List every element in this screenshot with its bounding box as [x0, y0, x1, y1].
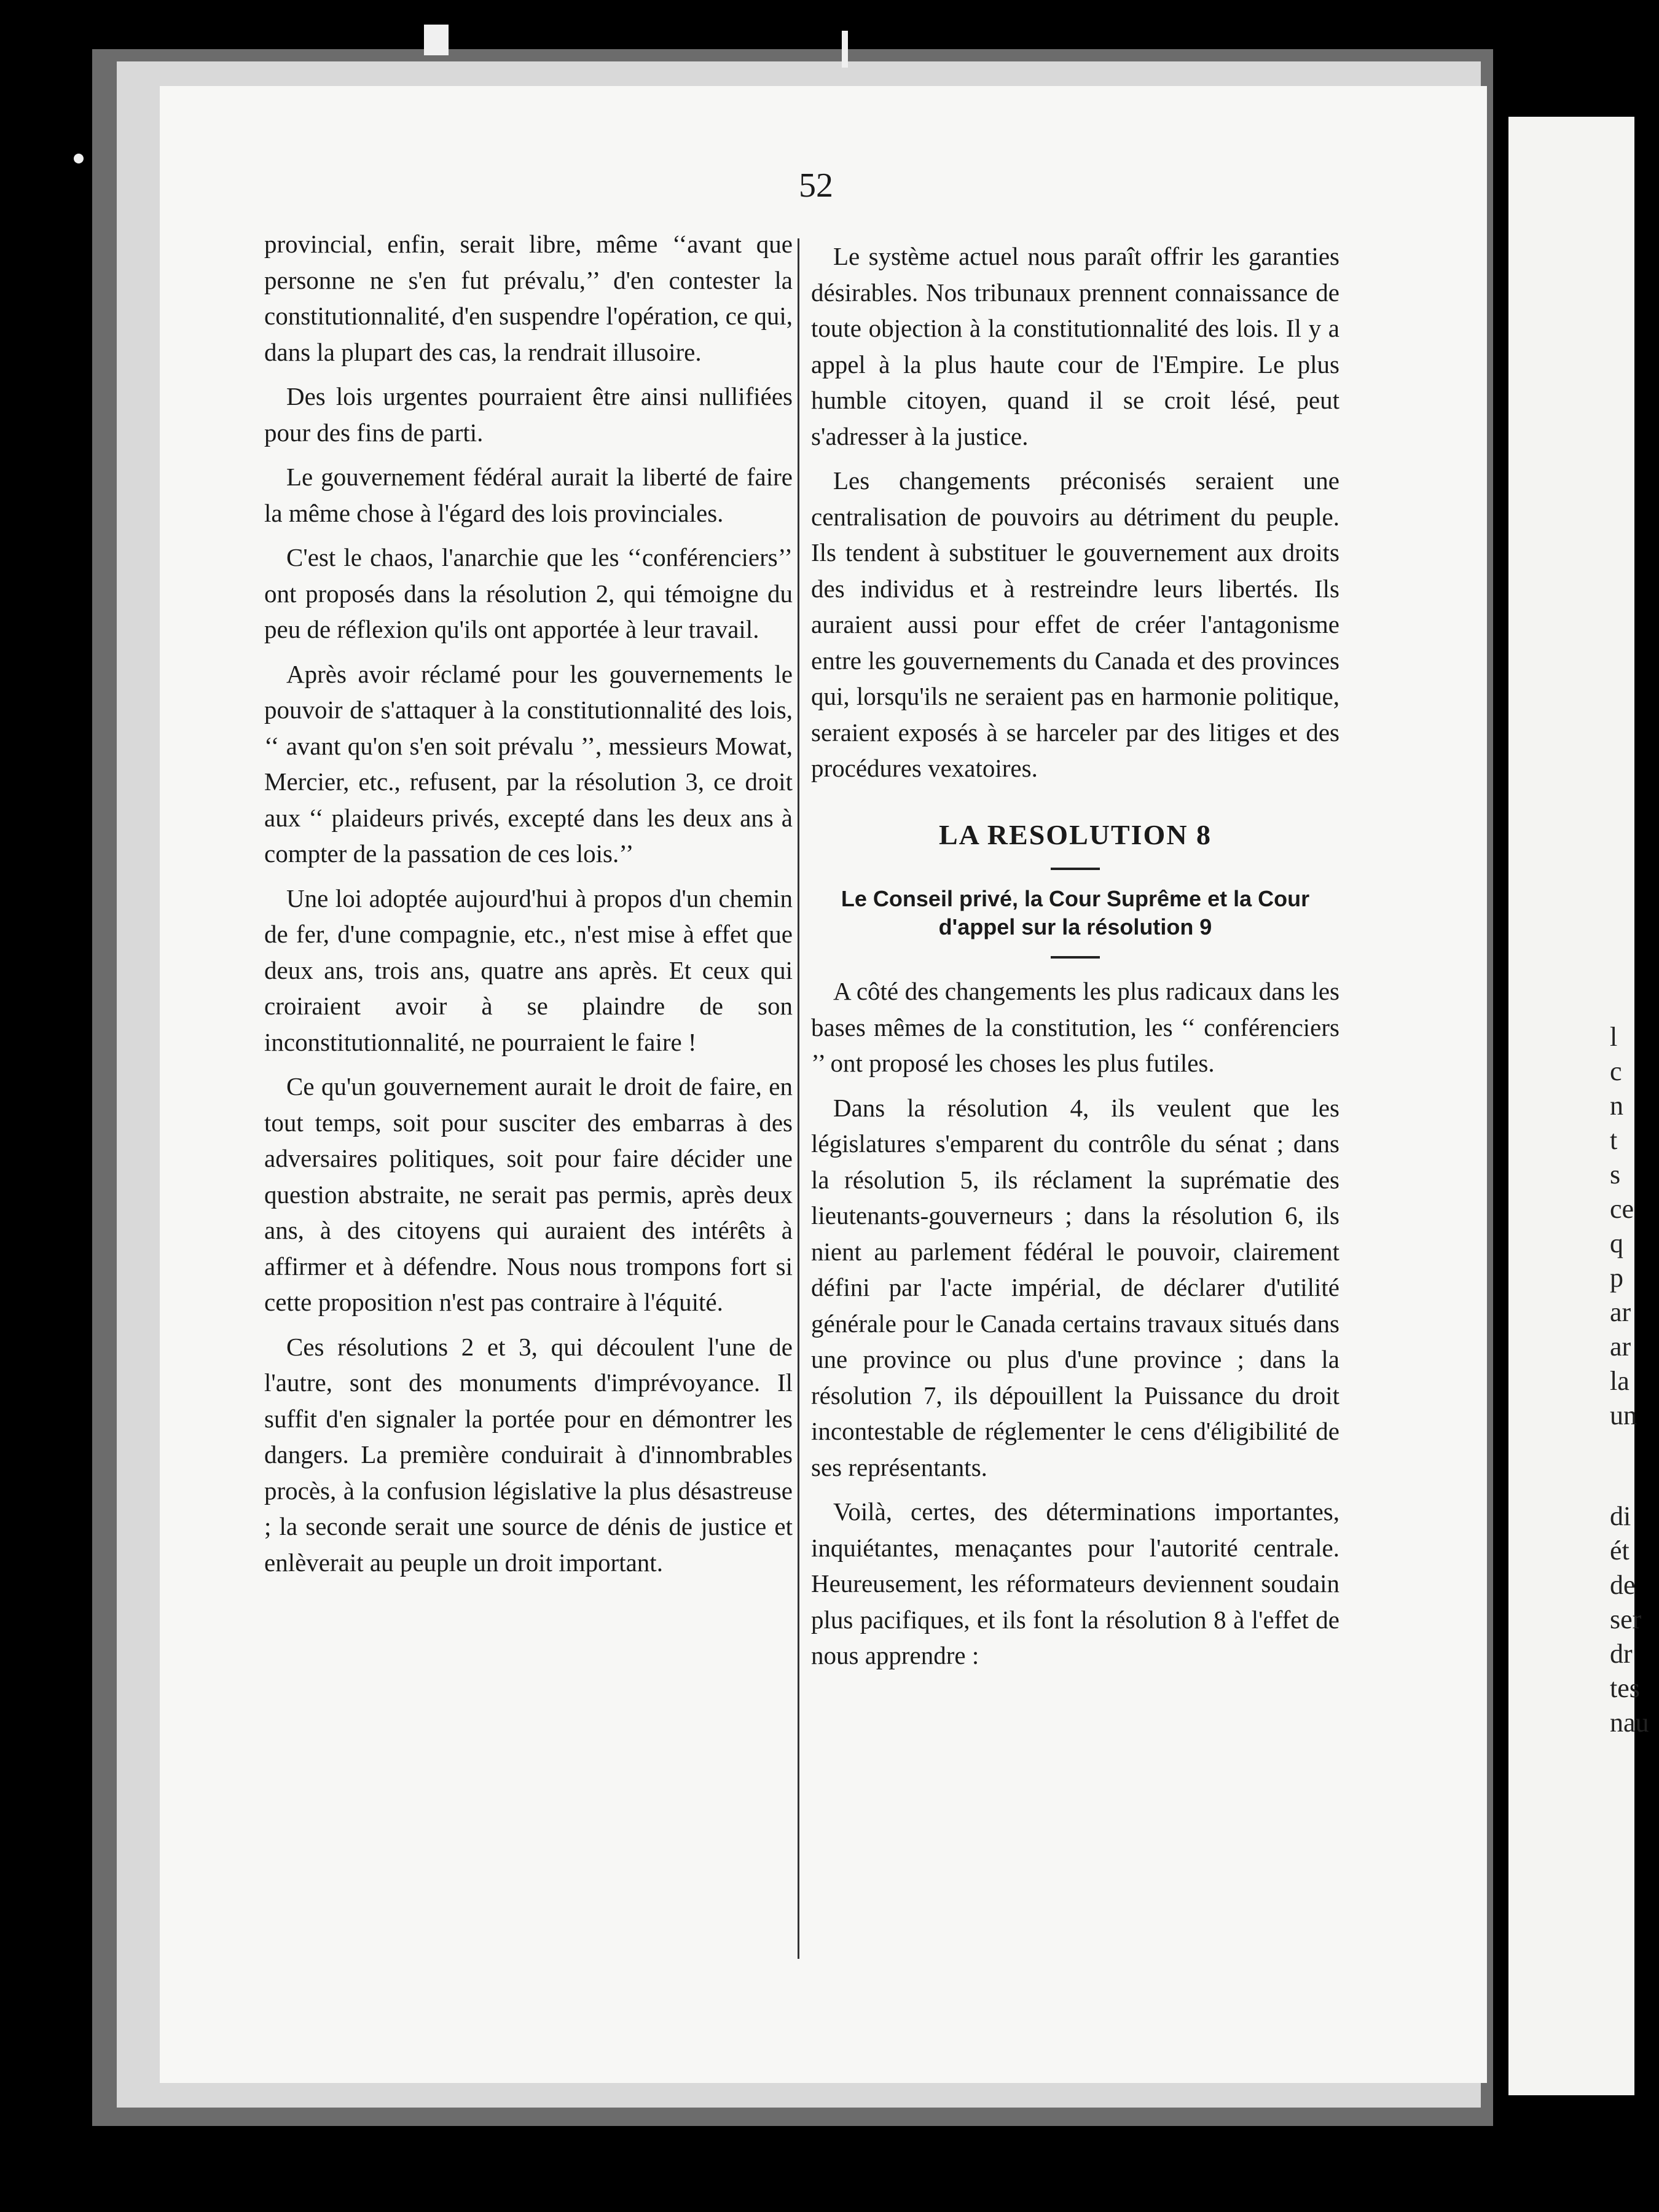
scan-speck — [842, 31, 848, 68]
right-column — [811, 238, 1339, 1674]
adjacent-fragment: dr — [1610, 1639, 1633, 1669]
adjacent-fragment: q — [1610, 1228, 1623, 1258]
adjacent-fragment: p — [1610, 1263, 1623, 1293]
scan-speck — [74, 154, 84, 163]
adjacent-fragment: di — [1610, 1501, 1631, 1531]
paragraph: Une loi adoptée aujourd'hui à propos d'un chemin de fer, d'une compagnie, etc., n'est mise à effet que deux ans, trois ans, quatre ans après. Et ceux qui croiraient avoir à se plaindre de son inconstitutionnalité, ne pourraient le faire ! — [264, 884, 793, 1056]
adjacent-fragment: un — [1610, 1400, 1637, 1430]
adjacent-fragment: ce — [1610, 1194, 1634, 1224]
paragraph: Le gouvernement fédéral aurait la liberté de faire la même chose à l'égard des lois provinciales. — [264, 463, 793, 527]
adjacent-fragment: t — [1610, 1125, 1618, 1155]
column-divider — [798, 238, 799, 1959]
heading-rule — [1051, 868, 1100, 870]
paragraph: Après avoir réclamé pour les gouvernements le pouvoir de s'attaquer à la constitutionnalité des lois, ‘‘ avant qu'on s'en soit prévalu ’’, messieurs Mowat, Mercier, etc., refusent, par la résolution 3, ce droit aux ‘‘ plaideurs privés, excepté dans les deux ans à compter de la passation de ces lois.’’ — [264, 659, 793, 868]
paragraph: Les changements préconisés seraient une centralisation de pouvoirs au détriment du peuple. Ils tendent à substituer le gouvernement aux droits des individus et à restreindre leurs libertés. Ils auraient aussi pour effet de créer l'antagonisme entre les gouvernements du Canada et des provinces qui, lorsqu'ils ne seraient pas en harmonie politique, seraient exposés à se harceler par des litiges et des procédures vexatoires. — [811, 466, 1339, 782]
adjacent-fragment: ar — [1610, 1297, 1631, 1327]
scan-speck — [424, 25, 449, 55]
paragraph: Ces résolutions 2 et 3, qui découlent l'une de l'autre, sont des monuments d'imprévoyance. Il suffit d'en signaler la portée pour en démontrer les dangers. La première conduirait à d'innombrables procès, à la confusion législative la plus désastreuse ; la seconde serait une source de dénis de justice et enlèverait au peuple un droit important. — [264, 1332, 793, 1577]
left-column — [264, 226, 793, 1580]
adjacent-page-strip — [1508, 117, 1649, 2095]
subheading-rule — [1051, 956, 1100, 959]
adjacent-fragment: ser — [1610, 1604, 1642, 1634]
paragraph: Ce qu'un gouvernement aurait le droit de faire, en tout temps, soit pour susciter des embarras à des adversaires politiques, soit pour faire décider une question abstraite, ne serait pas permis, après deux ans, à des citoyens qui auraient des intérêts à affirmer et à défendre. Nous nous trompons fort si cette proposition n'est pas contraire à l'équité. — [264, 1072, 793, 1316]
paragraph: Dans la résolution 4, ils veulent que les législatures s'emparent du contrôle du sénat ; dans la résolution 5, ils réclament la suprématie des lieutenants-gouverneurs ; dans la résolution 6, ils nient au parlement fédéral le pouvoir, clairement défini par l'acte impérial, de déclarer d'utilité générale pour le Canada certains travaux situés dans une province ou plus d'une province ; dans la résolution 7, ils dépouillent la Puissance du droit incontestable de réglementer le cens d'éligibilité de ses représentants. — [811, 1093, 1339, 1481]
adjacent-fragment: ét — [1610, 1535, 1630, 1566]
adjacent-fragment: la — [1610, 1366, 1630, 1396]
paragraph: C'est le chaos, l'anarchie que les ‘‘conférenciers’’ ont proposés dans la résolution 2, qui témoigne du peu de réflexion qu'ils ont apportée à leur travail. — [264, 543, 793, 643]
section-heading: LA RESOLUTION 8 — [938, 818, 1212, 850]
adjacent-fragment: ar — [1610, 1332, 1631, 1362]
adjacent-fragment: n — [1610, 1091, 1623, 1121]
paragraph: provincial, enfin, serait libre, même ‘‘avant que personne ne s'en fut prévalu,’’ d'en contester la constitutionnalité, d'en suspendre l'opération, ce qui, dans la plupart des cas, la rendrait illusoire. — [264, 230, 793, 366]
adjacent-fragment: s — [1610, 1159, 1621, 1190]
page-number: 52 — [799, 167, 833, 205]
adjacent-fragment: l — [1610, 1022, 1618, 1052]
section-subheading: Le Conseil privé, la Cour Suprême et la Cour d'appel sur la résolution 9 — [841, 886, 1310, 939]
paragraph: A côté des changements les plus radicaux dans les bases mêmes de la constitution, les ‘‘ conférenciers ’’ ont proposé les choses les plus futiles. — [811, 977, 1339, 1077]
adjacent-fragment: nau — [1610, 1708, 1649, 1738]
adjacent-fragment: c — [1610, 1056, 1622, 1086]
adjacent-fragment: tes — [1610, 1673, 1640, 1703]
paragraph: Le système actuel nous paraît offrir les garanties désirables. Nos tribunaux prennent connaissance de toute objection à la constitutionnalité des lois. Il y a appel à la plus haute cour de l'Empire. Le plus humble citoyen, quand il se croit lésé, peut s'adresser à la justice. — [811, 242, 1339, 450]
paragraph: Voilà, certes, des déterminations importantes, inquiétantes, menaçantes pour l'autorité centrale. Heureusement, les réformateurs deviennent soudain plus pacifiques, et ils font la résolution 8 à l'effet de nous apprendre : — [811, 1497, 1339, 1669]
adjacent-fragment: de — [1610, 1570, 1636, 1600]
paragraph: Des lois urgentes pourraient être ainsi nullifiées pour des fins de parti. — [264, 382, 793, 447]
